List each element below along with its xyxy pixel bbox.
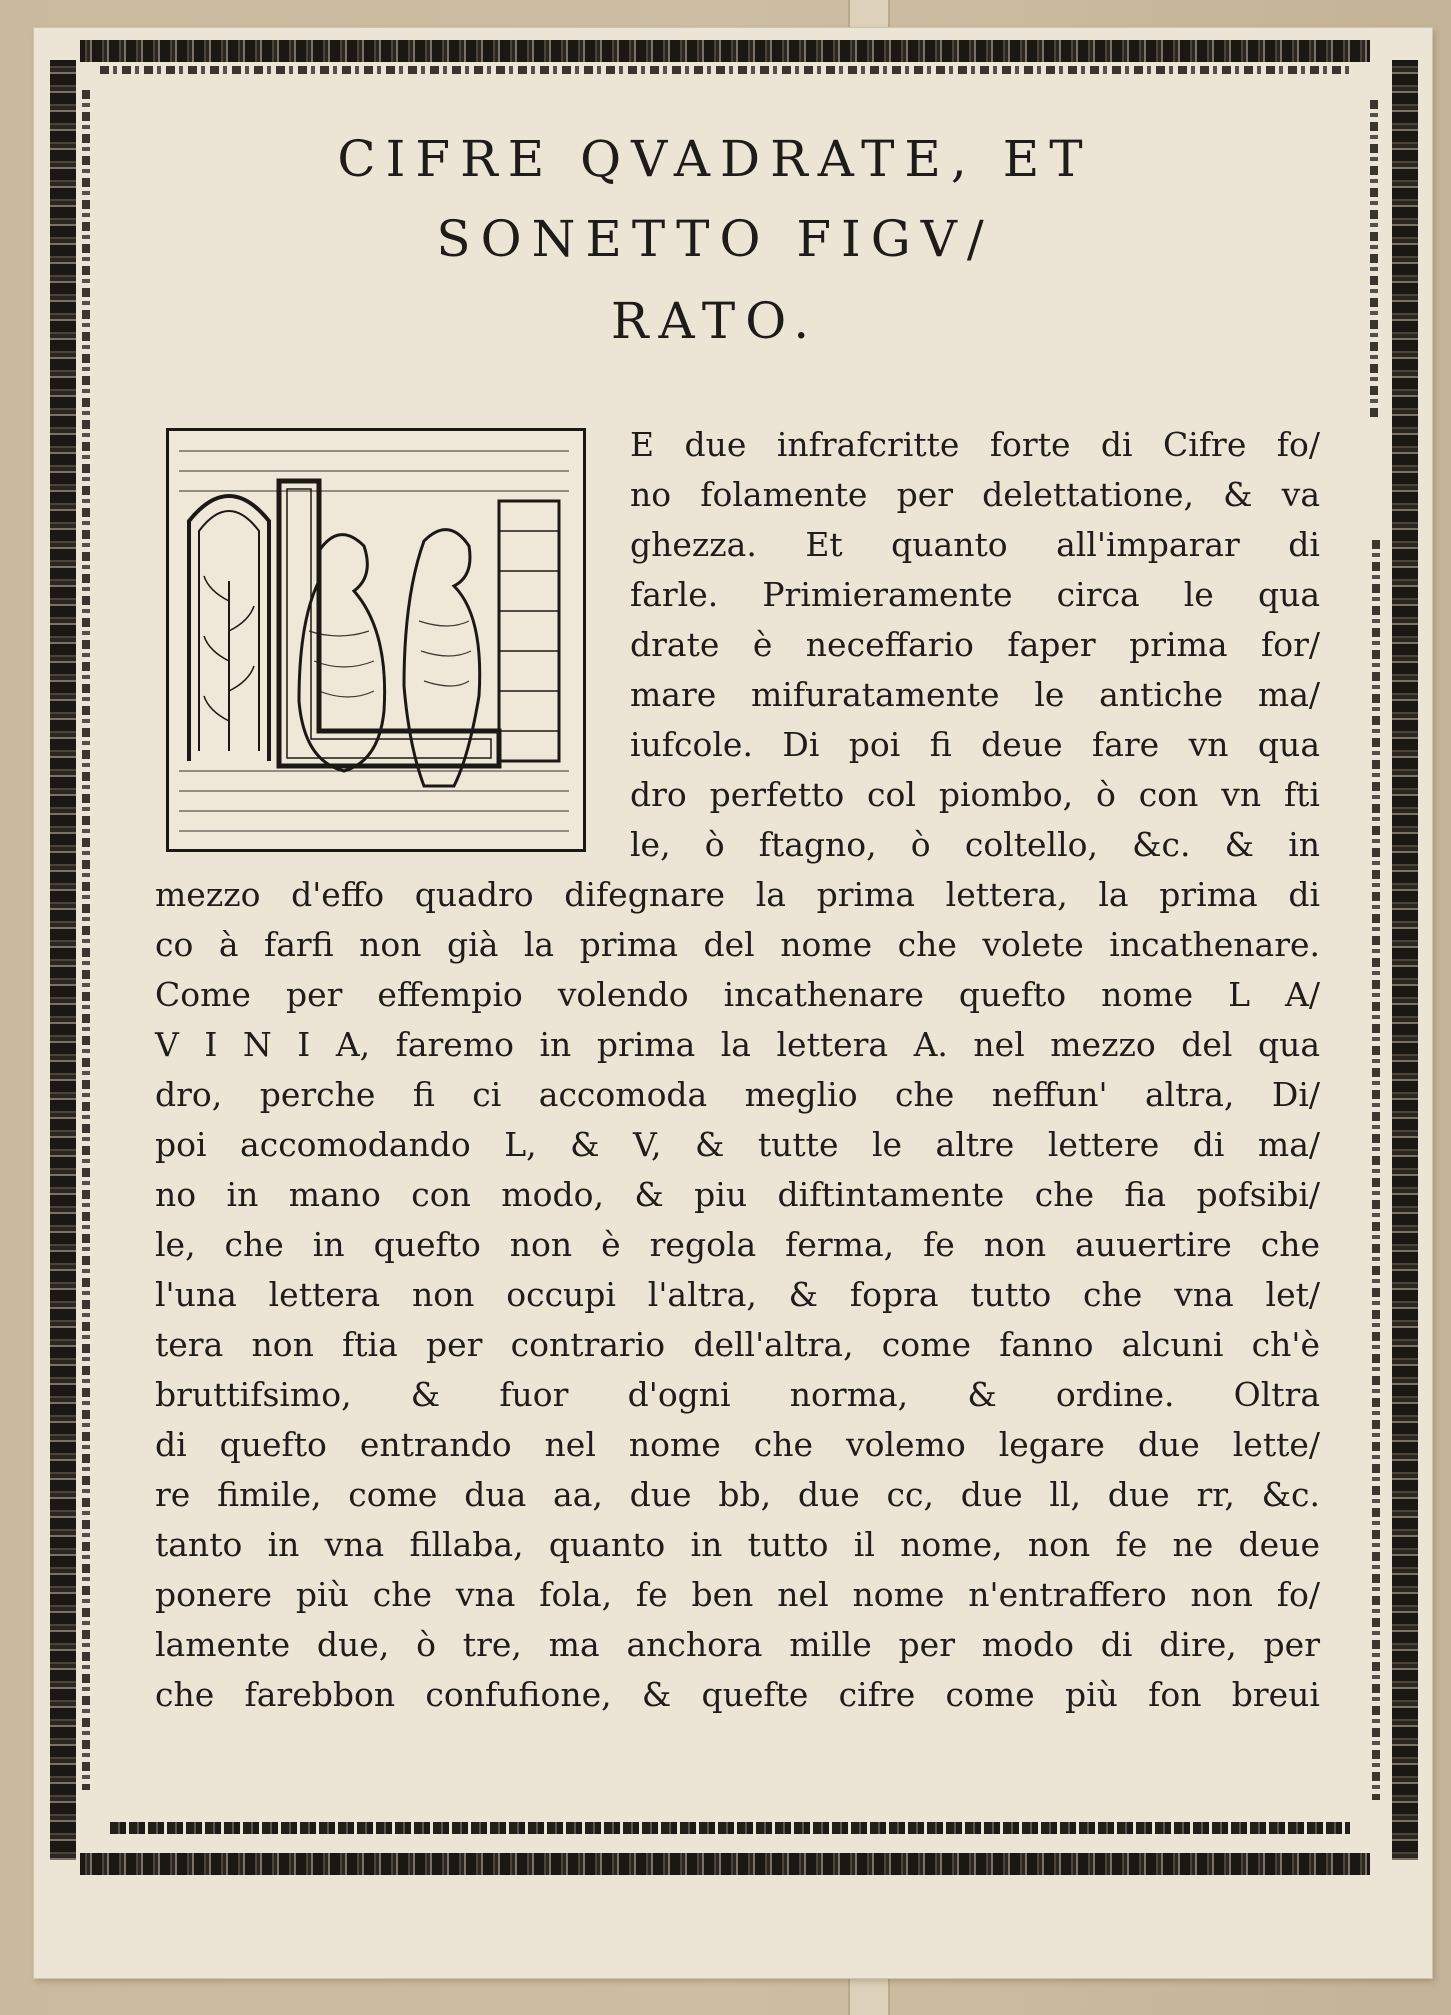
woodcut-initial-L-icon: [166, 428, 586, 852]
page-title-line-3: RATO.: [610, 292, 820, 350]
text-line: re fimile, come dua aa, due bb, due cc, due ll, due rr, &c.: [155, 1475, 1320, 1514]
text-line: tera non ftia per contrario dell'altra, come fanno alcuni ch'è: [155, 1325, 1320, 1364]
text-line: farle. Primieramente circa le qua: [630, 575, 1320, 614]
text-line: le, che in quefto non è regola ferma, fe non auuertire che: [155, 1225, 1320, 1264]
text-line: no folamente per delettatione, & va: [630, 475, 1320, 514]
ornamental-border-right-inner-lower: [1372, 540, 1380, 1800]
text-line: le, ò ftagno, ò coltello, &c. & in: [630, 825, 1320, 864]
text-line: E due infrafcritte forte di Cifre fo/: [630, 425, 1320, 464]
ornamental-border-right-inner-upper: [1370, 100, 1378, 420]
page-title-line-2: SONETTO FIGV/: [436, 210, 994, 268]
text-line: poi accomodando L, & V, & tutte le altre lettere di ma/: [155, 1125, 1320, 1164]
text-line: mare mifuratamente le antiche ma/: [630, 675, 1320, 714]
text-line: che farebbon confufione, & quefte cifre come più fon breui: [155, 1675, 1320, 1714]
ornamental-border-bottom: [80, 1853, 1370, 1875]
page-title-line-1: CIFRE QVADRATE, ET: [337, 130, 1093, 188]
mounting-tab-bottom: [848, 1975, 890, 2015]
text-line: no in mano con modo, & piu diftintamente che fia pofsibi/: [155, 1175, 1320, 1214]
text-line: bruttifsimo, & fuor d'ogni norma, & ordine. Oltra: [155, 1375, 1320, 1414]
text-line: ghezza. Et quanto all'imparar di: [630, 525, 1320, 564]
text-line: lamente due, ò tre, ma anchora mille per modo di dire, per: [155, 1625, 1320, 1664]
text-line: dro perfetto col piombo, ò con vn fti: [630, 775, 1320, 814]
ornamental-border-bottom-inner: [110, 1822, 1350, 1834]
text-line: co à farfi non già la prima del nome che volete incathenare.: [155, 925, 1320, 964]
text-line: Come per effempio volendo incathenare quefto nome L A/: [155, 975, 1320, 1014]
text-line: drate è neceffario faper prima for/: [630, 625, 1320, 664]
text-line: iufcole. Di poi fi deue fare vn qua: [630, 725, 1320, 764]
ornamental-border-top-inner: [100, 66, 1350, 74]
text-line: dro, perche fi ci accomoda meglio che neffun' altra, Di/: [155, 1075, 1320, 1114]
text-line: V I N I A, faremo in prima la lettera A. nel mezzo del qua: [155, 1025, 1320, 1064]
text-line: ponere più che vna fola, fe ben nel nome n'entraffero non fo/: [155, 1575, 1320, 1614]
ornamental-border-right: [1392, 60, 1418, 1860]
text-line: mezzo d'effo quadro difegnare la prima lettera, la prima di: [155, 875, 1320, 914]
ornamental-border-left: [50, 60, 76, 1860]
text-line: l'una lettera non occupi l'altra, & fopra tutto che vna let/: [155, 1275, 1320, 1314]
ornamental-border-top: [80, 40, 1370, 62]
text-line: tanto in vna fillaba, quanto in tutto il nome, non fe ne deue: [155, 1525, 1320, 1564]
text-line: di quefto entrando nel nome che volemo legare due lette/: [155, 1425, 1320, 1464]
ornamental-border-left-inner: [82, 90, 90, 1790]
